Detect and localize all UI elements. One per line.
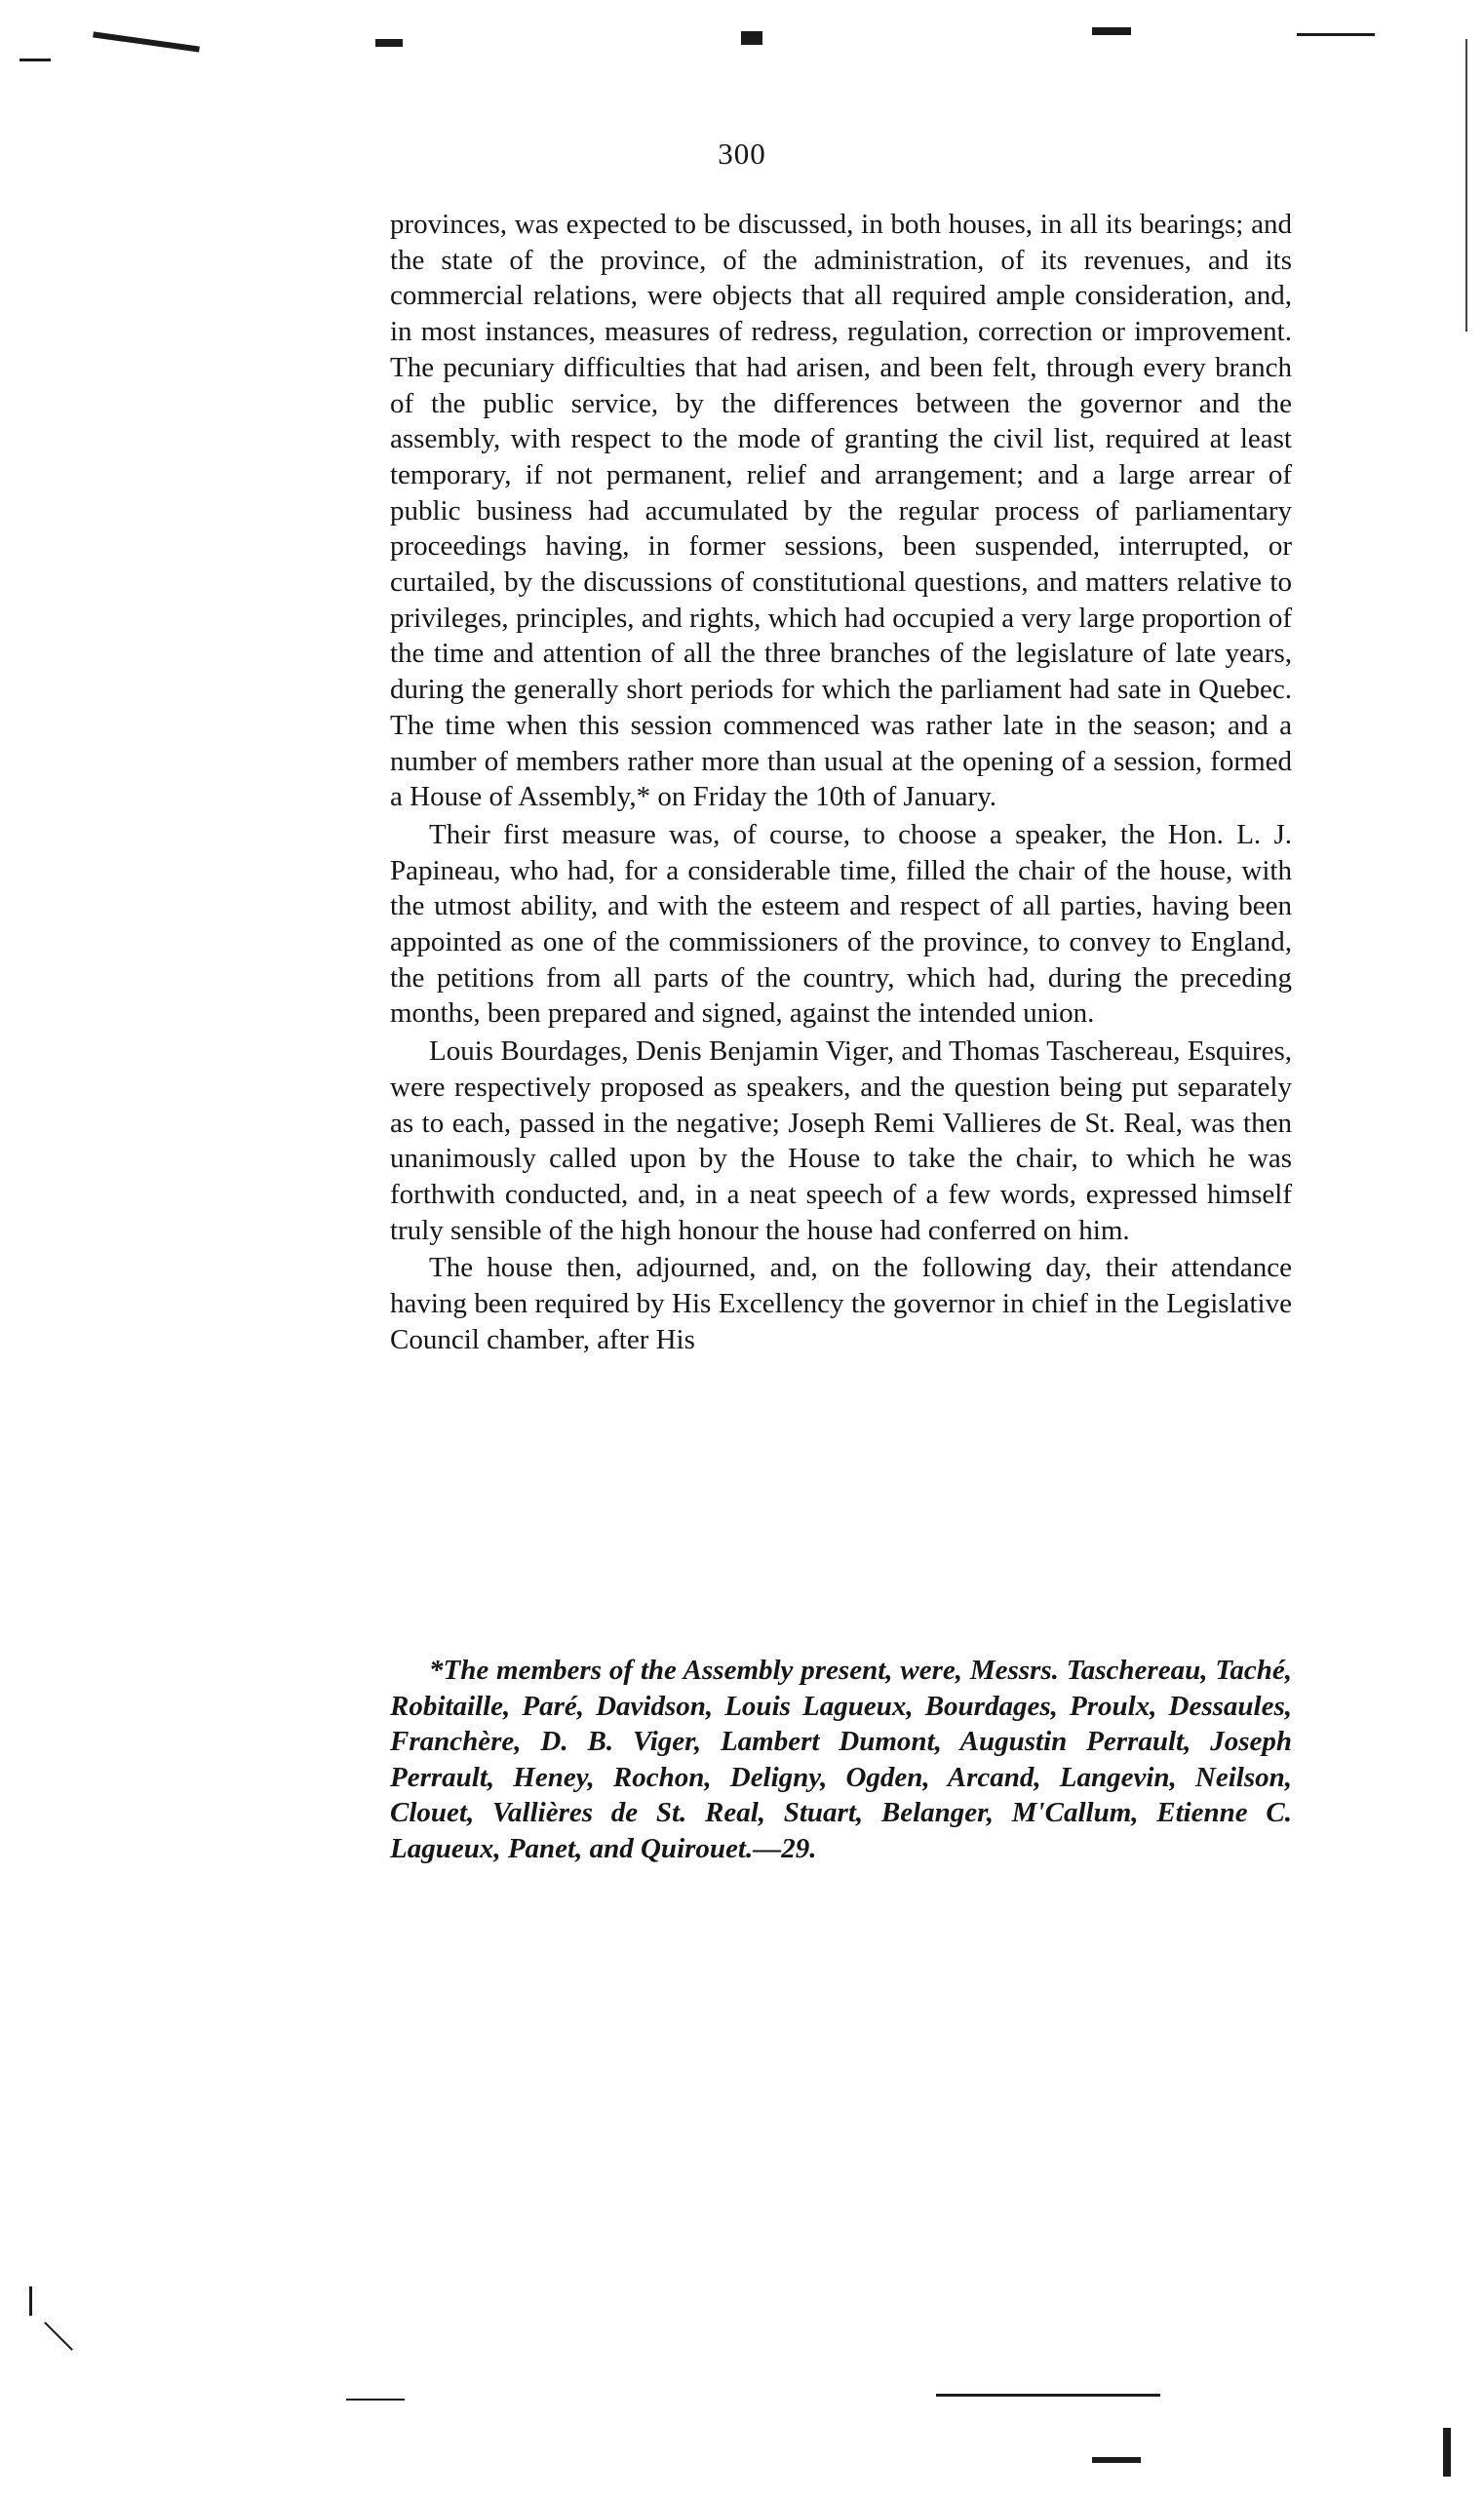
- scan-edge-line: [1465, 39, 1467, 332]
- page-number: 300: [718, 137, 766, 171]
- footnote: *The members of the Assembly present, were, Messrs. Taschereau, Taché, Robitaille, Paré, Davidson, Louis Lagueux, Bourdages, Proulx, Dessaules, Franchère, D. B. Viger, Lambert Dumont, Augustin Perrault, Joseph Perrault, Heney, Rochon, Deligny, Ogden, Arcand, Langevin, Neilson, Clouet, Vallières de St. Real, Stuart, Belanger, M'Callum, Etienne C. Lagueux, Panet, and Quirouet.—29.: [390, 1655, 1292, 1864]
- scan-artifact: [20, 59, 51, 61]
- paragraph: provinces, was expected to be discussed, in both houses, in all its bearings; and the state of the province, of the administration, of its revenues, and its commercial relations, were objects that all required ample consideration, and, in most instances, measures of redress, regulation, correction or improvement. The pecuniary difficulties that had arisen, and been felt, through every branch of the public service, by the differences between the governor and the assembly, with respect to the mode of granting the civil list, required at least temporary, if not permanent, relief and arrangement; and a large arrear of public business had accumulated by the regular process of parliamentary proceedings having, in former sessions, been suspended, interrupted, or curtailed, by the discussions of constitutional questions, and matters relative to privileges, principles, and rights, which had occupied a very large proportion of the time and attention of all the three branches of the legislature of late years, during the generally short periods for which the parliament had sate in Quebec. The time when this session commenced was rather late in the season; and a number of members rather more than usual at the opening of a session, formed a House of Assembly,* on Friday the 10th of January.: [390, 209, 1292, 813]
- paragraph: The house then, adjourned, and, on the following day, their attendance having been required by His Excellency the governor in chief in the Legislative Council chamber, after His: [390, 1252, 1292, 1355]
- scan-artifact: [1092, 2457, 1141, 2463]
- scan-artifact: [1297, 33, 1375, 36]
- scan-artifact: [375, 39, 403, 47]
- scan-artifact: [936, 2394, 1160, 2397]
- scan-artifact: [741, 31, 762, 45]
- scan-artifact: [1443, 2428, 1451, 2477]
- scan-artifact: [29, 2286, 32, 2316]
- paragraph: Their first measure was, of course, to choose a speaker, the Hon. L. J. Papineau, who had, for a considerable time, filled the chair of the house, with the utmost ability, and with the esteem and respect of all parties, having been appointed as one of the commissioners of the province, to convey to England, the petitions from all parts of the country, which had, during the preceding months, been prepared and signed, against the intended union.: [390, 818, 1292, 1030]
- scan-artifact: [44, 2322, 73, 2351]
- scan-artifact: [1092, 27, 1131, 35]
- scan-artifact: [346, 2399, 405, 2401]
- paragraph: Louis Bourdages, Denis Benjamin Viger, and Thomas Taschereau, Esquires, were respectively proposed as speakers, and the question being put separately as to each, passed in the negative; Joseph Remi Vallieres de St. Real, was then unanimously called upon by the House to take the chair, to which he was forthwith conducted, and, in a neat speech of a few words, expressed himself truly sensible of the high honour the house had conferred on him.: [390, 1035, 1292, 1246]
- main-text: [390, 207, 1292, 1358]
- scan-artifact: [93, 31, 200, 52]
